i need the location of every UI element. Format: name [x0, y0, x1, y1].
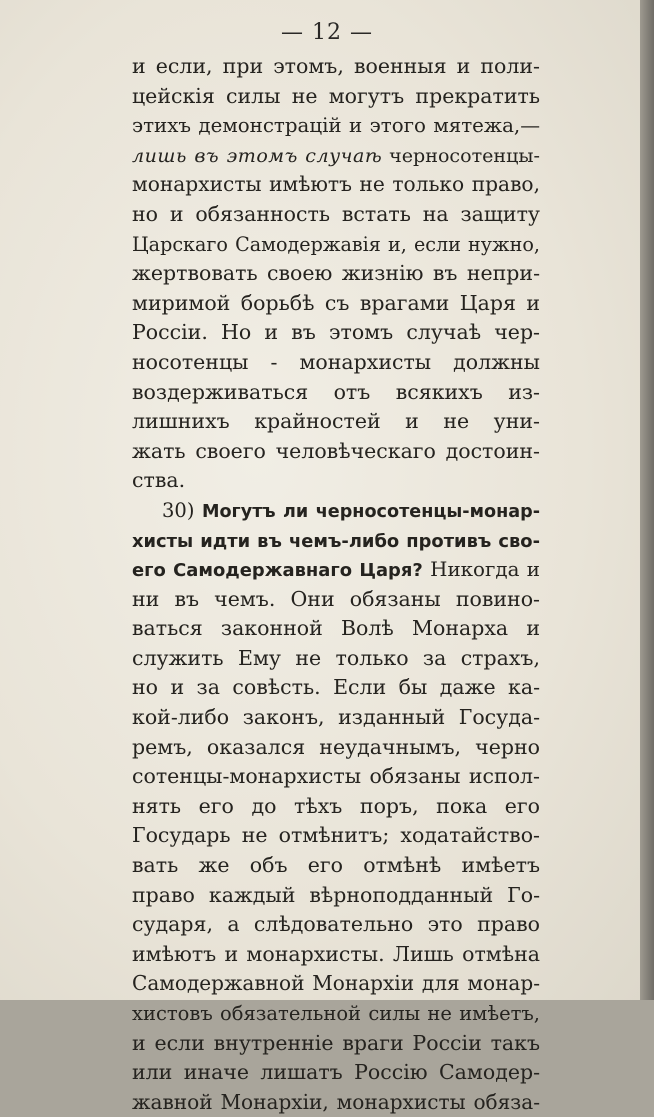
- line-text: Самодержавной Монархіи для монар-: [132, 971, 540, 996]
- text-line: [132, 526, 540, 556]
- line-text: но и за совѣсть. Если бы даже ка-: [132, 675, 540, 700]
- text-line: [132, 437, 540, 467]
- line-text: Никогда и: [422, 558, 540, 582]
- text-line: [132, 52, 540, 82]
- text-line: [132, 378, 540, 408]
- text-line: [132, 407, 540, 437]
- text-line: [132, 1058, 540, 1088]
- text-line: [132, 1088, 540, 1117]
- body-text: [132, 52, 540, 1117]
- text-line: [132, 466, 540, 496]
- line-text: Россіи. Но и въ этомъ случаѣ чер-: [132, 320, 540, 345]
- line-text: кой-либо законъ, изданный Госуда-: [132, 705, 540, 730]
- line-text: ремъ, оказался неудачнымъ, черно: [132, 734, 540, 759]
- text-line: [132, 851, 540, 881]
- line-text: и если внутренніе враги Россіи такъ: [132, 1030, 540, 1055]
- page-number: — 12 —: [281, 20, 373, 45]
- text-line: [132, 644, 540, 674]
- bold-question: хисты идти въ чемъ-либо противъ сво-: [132, 530, 540, 552]
- line-text: сударя, а слѣдовательно это право: [132, 912, 540, 937]
- text-line: [132, 318, 540, 348]
- line-text: право каждый вѣрноподданный Го-: [132, 882, 540, 907]
- text-line: [132, 881, 540, 911]
- text-line: [132, 200, 540, 230]
- line-text: жавной Монархіи, монархисты обяза-: [132, 1089, 540, 1114]
- bold-question: его Самодержавнаго Царя?: [132, 560, 423, 582]
- line-text: сотенцы-монархисты обязаны испол-: [132, 764, 540, 789]
- text-line: [132, 821, 540, 851]
- line-text: цейскія силы не могутъ прекратить: [132, 83, 540, 108]
- item-number: 30): [162, 498, 202, 522]
- text-line: [132, 230, 540, 260]
- line-text: жертвовать своею жизнію въ непри-: [132, 261, 540, 286]
- text-line: [132, 170, 540, 200]
- line-text: ваться законной Волѣ Монарха и: [132, 616, 540, 641]
- text-line: [132, 969, 540, 999]
- line-text: носотенцы - монархисты должны: [132, 349, 540, 374]
- line-text: ни въ чемъ. Они обязаны повино-: [132, 586, 540, 611]
- text-line: [132, 940, 540, 970]
- bold-question: Могутъ ли черносотенцы-монар-: [201, 501, 540, 522]
- line-text: миримой борьбѣ съ врагами Царя и: [132, 290, 540, 315]
- line-text: Царскаго Самодержавія и, если нужно,: [132, 232, 540, 256]
- line-text: ства.: [132, 468, 186, 493]
- text-line: [132, 762, 540, 792]
- line-text: вать же объ его отмѣнѣ имѣетъ: [132, 853, 540, 878]
- line-text: Государь не отмѣнитъ; ходатайство-: [132, 823, 540, 848]
- page-edge-shadow: [640, 0, 654, 1000]
- line-text: и если, при этомъ, военныя и поли-: [132, 54, 540, 78]
- line-text: воздерживаться отъ всякихъ из-: [132, 379, 540, 404]
- text-line: [132, 141, 540, 171]
- text-line: [132, 703, 540, 733]
- line-text: хистовъ обязательной силы не имѣетъ,: [132, 1002, 540, 1025]
- line-text: жать своего человѣческаго достоин-: [132, 438, 540, 463]
- line-text: черносотенцы-: [382, 144, 540, 167]
- text-line: [132, 585, 540, 615]
- text-line: [132, 555, 540, 585]
- text-line: [132, 111, 540, 141]
- line-text: этихъ демонстрацій и этого мятежа,—: [132, 114, 540, 138]
- text-line: [132, 496, 540, 526]
- line-text: но и обязанность встать на защиту: [132, 201, 540, 226]
- line-text: служить Ему не только за страхъ,: [132, 645, 540, 670]
- text-line: [132, 733, 540, 763]
- text-line: [132, 289, 540, 319]
- text-line: [132, 82, 540, 112]
- line-text: лишнихъ крайностей и не уни-: [132, 409, 540, 434]
- text-line: [132, 614, 540, 644]
- text-line: [132, 348, 540, 378]
- line-text: нять его до тѣхъ поръ, пока его: [132, 793, 540, 818]
- italic-phrase: лишь въ этомъ случаѣ: [132, 144, 383, 167]
- line-text: или иначе лишатъ Россію Самодер-: [132, 1060, 540, 1085]
- text-line: [132, 1029, 540, 1059]
- text-line: [132, 259, 540, 289]
- line-text: монархисты имѣютъ не только право,: [132, 172, 540, 197]
- text-line: [132, 673, 540, 703]
- text-line: [132, 999, 540, 1029]
- line-text: имѣютъ и монархисты. Лишь отмѣна: [132, 941, 540, 966]
- text-line: [132, 910, 540, 940]
- text-line: [132, 792, 540, 822]
